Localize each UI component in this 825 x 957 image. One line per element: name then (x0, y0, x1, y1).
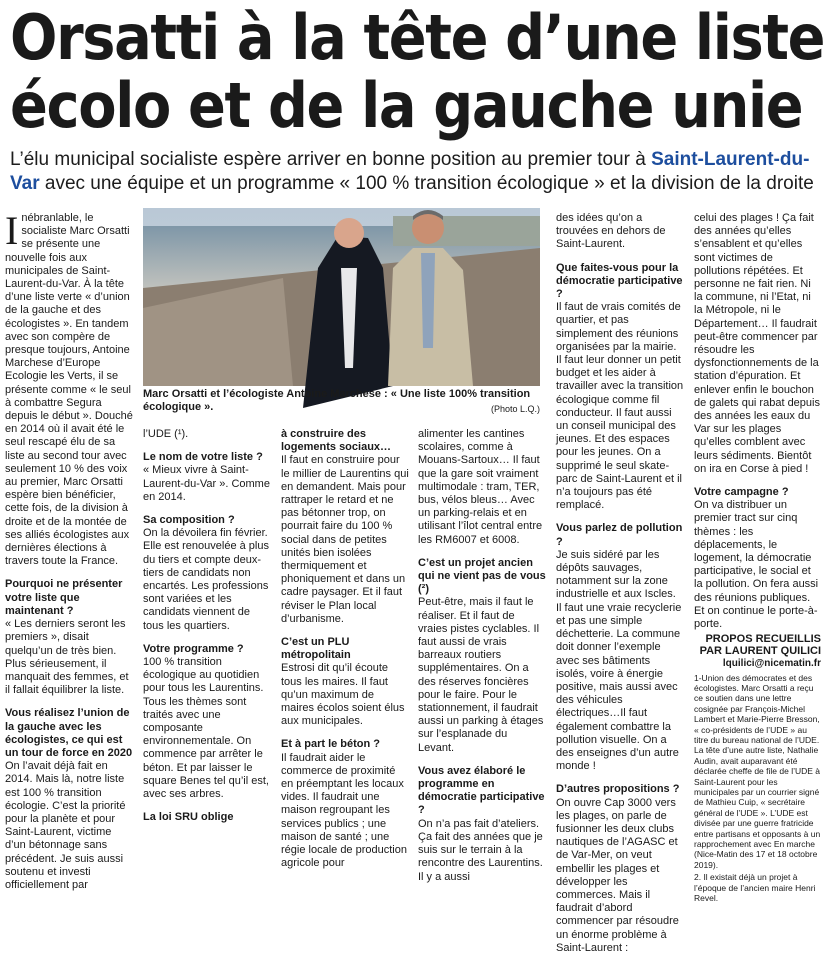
headline-line-1: Orsatti à la tête d’une liste (10, 1, 825, 74)
signoff-line-1: PROPOS RECUEILLIS (705, 633, 821, 646)
standfirst-after: avec une équipe et un programme « 100 % transition écologique » et la division de la droite (39, 173, 814, 194)
article-column-3 (281, 428, 409, 873)
signoff-line-2: PAR LAURENT QUILICI (699, 645, 821, 658)
question-4: Sa composition ? (143, 514, 235, 527)
footnote-1: 1-Union des démocrates et des écologistes. Marc Orsatti a reçu ce soutien dans une lettre cosignée par François-Michel Lambert et Marie-Pierre Bresson, « co-présidents de l’UDE » au titre du bureau national de l’UDE. La tête d’une autre liste, Nathalie Audin, avait auparavant été déclarée cheffe de file de l’UDE à Saint-Laurent pour les municipales par un courrier signé de Mathieu Cuip, « secrétaire général de l’UDE ». L’UDE est divisée par une guerre fratricide entre partisans et opposants à un rapprochement avec En marche (Nice-Matin des 17 et 18 octobre 2019). (694, 672, 821, 870)
answer-8-end: alimenter les cantines scolaires, comme à Mouans-Sartoux… Il faut que la gare soit vraiment multimodale : tram, TER, bus, vélos bleus… Avec un parking-relais et en utilisant l’îlot central entre les RM6007 et 6008. (418, 428, 543, 546)
question-7: C’est un PLU métropolitain (281, 636, 351, 662)
answer-7: Estrosi dit qu’il écoute tous les maires. Il faut qu’un maximum de maires écolos soient élus aux municipales. (281, 662, 405, 728)
question-13: D’autres propositions ? (556, 783, 680, 796)
answer-4: On la dévoilera fin février. Elle est renouvelée à plus du tiers et compte deux-tiers de candidats non encartés. Les professions sont variées et les candidats viennent de tous les quartiers. (143, 527, 269, 632)
article-column-5 (556, 212, 684, 957)
drop-cap: I (5, 208, 19, 253)
answer-1: « Les derniers seront les premiers », disait quelqu’un de très bien. Plus sérieusement, il manquait des femmes, et il fallait équilibrer la liste. (5, 618, 129, 697)
question-2: Vous réalisez l’union de la gauche avec les écologistes, ce qui est un tour de force en 2020 (5, 707, 133, 759)
question-10: Vous avez élaboré le programme en démocratie participative ? (418, 764, 545, 817)
footnotes (694, 673, 821, 904)
standfirst-before: L’élu municipal socialiste espère arriver en bonne position au premier tour à (10, 149, 652, 170)
author-email[interactable]: lquilici@nicematin.fr (722, 658, 821, 670)
answer-10-end: des idées qu’on a trouvées en dehors de Saint-Laurent. (556, 212, 666, 251)
question-11: Que faites-vous pour la démocratie participative ? (556, 261, 683, 301)
article-column-2 (143, 428, 271, 824)
answer-13-end: celui des plages ! Ça fait des années qu’elles s’ensablent et qu’elles sont victimes de pollutions répétées. Et personne ne fait rien. Ni la commune, ni l’Etat, ni la Métropole, ni le Département… Il faudrait peut-être commencer par résoudre les dysfonctionnements de la station d’épuration. Et enlever enfin le bouchon de galets qui rabat depuis des années les eaux du Var sur les plages qu’elles comblent avec leurs sédiments. Bientôt on ira en Corse à pied ! (694, 212, 820, 475)
photo-credit: (Photo L.Q.) (490, 404, 540, 414)
question-3: Le nom de votre liste ? (143, 451, 263, 464)
answer-13: On ouvre Cap 3000 vers les plages, on parle de fusionner les deux clubs nautiques de l’AGASC et de Var-Mer, on veut embellir les plages et développer les commerces. Mais il faudrait d’abord commencer par résoudre un énorme problème à Saint-Laurent : (556, 796, 679, 954)
answer-2: On l’avait déjà fait en 2014. Mais là, notre liste est 100 % transition écologie. C’est la priorité pour la planète et pour Saint-Laurent, victime d’un bétonnage sans précédent. Je suis aussi soutenu et investi officiellement par (5, 760, 126, 891)
intro-paragraph (5, 208, 135, 568)
question-8: Et à part le béton ? (281, 738, 381, 751)
question-6-end: à construire des logements sociaux… (281, 428, 392, 454)
intro-text: nébranlable, le socialiste Marc Orsatti se présente une nouvelle fois aux municipales de Saint-Laurent-du-Var. À la tête d’une liste verte « d’union de la gauche et des écologistes ». En tandem avec son compère de presque toujours, Antoine Marchese d’Europe Ecologie les Verts, il se présente comme « le seul à combattre Segura depuis le début ». Douché en 2014 où il avait été le seul rescapé élu de sa liste au second tour avec seulement 10 % des voix au premier, Marc Orsatti espère bien bénéficier, cette fois, de la division à droite et de la montée de ses alliés écologistes aux dernières élections à travers toute la France. (5, 212, 133, 568)
photo-caption-block (143, 388, 540, 416)
standfirst (10, 148, 818, 196)
article-column-1 (5, 208, 135, 894)
question-9: C’est un projet ancien qui ne vient pas de vous (²) (418, 556, 546, 596)
answer-8: Il faudrait aider le commerce de proximité en préemptant les locaux vides. Il faudrait une maison regroupant les services publics ; une maison de santé ; une régie locale de production agricole pour (281, 751, 407, 870)
standfirst-place: Saint-Laurent-du-Var (10, 149, 810, 194)
answer-11: Il faut de vrais comités de quartier, et pas simplement des réunions organisées par la mairie. Il faut leur donner un petit budget et les aider à travailler avec la transition écologique comme fil conducteur. Il faut aussi un conseil municipal des jeunes. Et des espaces pour les jeunes. On a supprimé le seul skate-parc de Saint-Laurent et il n’a toujours pas été remplacé. (556, 301, 684, 512)
question-5: Votre programme ? (143, 642, 244, 655)
answer-6: Il faut en construire pour le millier de Laurentins qui en demandent. Mais pour rattraper le retard et ne pas bétonner trop, on pourrait faire du 100 % social dans de petites unités bien isolées thermiquement et phoniquement et dans un cadre paysager. Et il faut réviser le Plan local d’urbanisme. (281, 454, 409, 625)
answer-10: On n’a pas fait d’ateliers. Ça fait des années que je suis sur le terrain à la rencontre des Laurentins. Il y a aussi (418, 817, 543, 883)
question-6: La loi SRU oblige (143, 811, 234, 824)
article-column-6 (694, 212, 821, 905)
answer-12: Je suis sidéré par les dépôts sauvages, notamment sur la zone industrielle et aux Iscles. Il faut une vraie recyclerie et pas une simple déchetterie. La commune doit donner l’exemple avec ses bâtiments isolés, voire à énergie positive, mais aussi avec des véhicules électriques…Il faut également combattre la pollution visuelle. On a des enseignes d’un autre monde ! (556, 548, 682, 773)
footnote-2: 2. Il existait déjà un projet à l’époque de l’ancien maire Henri Revel. (694, 872, 816, 904)
answer-3: « Mieux vivre à Saint-Laurent-du-Var ». Comme en 2014. (143, 464, 270, 503)
question-14: Votre campagne ? (694, 486, 789, 499)
answer-14: On va distribuer un premier tract sur cinq thèmes : les déplacements, le logement, la démocratie participative, le social et la pollution. On fera aussi des réunions publiques. Et on continue le porte-à-porte. (694, 499, 819, 631)
headline (10, 1, 825, 142)
answer-9: Peut-être, mais il faut le réaliser. Et il faut de vraies pistes cyclables. Il faut aussi de vrais barreaux routiers supplémentaires. On a des réserves foncières pour le faire. Pour le stationnement, il faudrait aussi un parking à étages sur l’esplanade du Levant. (418, 596, 544, 754)
question-1: Pourquoi ne présenter votre liste que maintenant ? (5, 578, 123, 617)
answer-5: 100 % transition écologique au quotidien pour tous les Laurentins. Tous les thèmes sont traités avec une composante environnementale. On commence par arrêter le béton. Et par laisser le square Benes tel qu’il est, avec ses arbres. (143, 656, 269, 801)
answer-2-end: l’UDE (¹). (143, 428, 189, 440)
question-12: Vous parlez de pollution ? (556, 522, 683, 548)
photo-caption: Marc Orsatti et l’écologiste Antoine Marchese : « Une liste 100% transition écologique ». (143, 388, 531, 413)
photo-image (143, 208, 540, 386)
article-column-4 (418, 428, 546, 886)
author-signoff (694, 633, 821, 657)
photo-orsatti-marchese (143, 208, 540, 386)
headline-line-2: écolo et de la gauche unie (10, 69, 803, 142)
